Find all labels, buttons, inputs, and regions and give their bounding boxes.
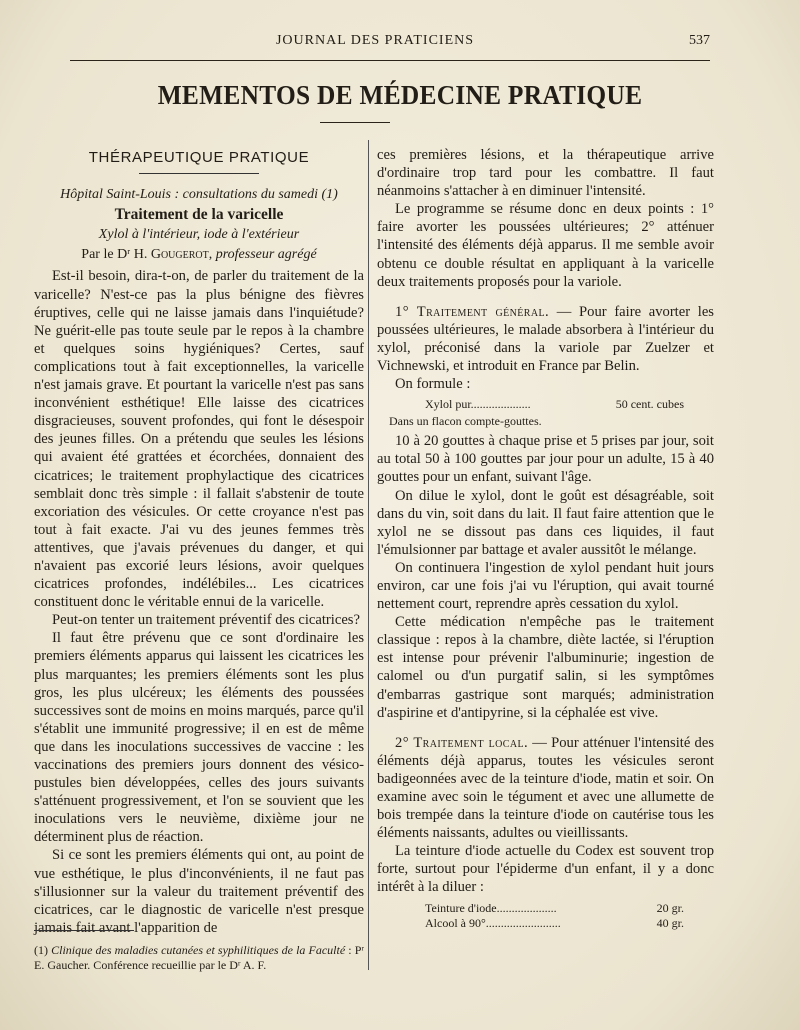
- section-heading: THÉRAPEUTIQUE PRATIQUE: [88, 149, 310, 166]
- prescription: [377, 901, 714, 931]
- author-name: Gougerot,: [150, 247, 213, 263]
- paragraph: Cette médication n'empêche pas le traitement classique : repos à la chambre, diète lactée, si l'éruption est intense pour prévenir l'albuminurie; ingestion de calomel ou d'un purgatif salin, si les symptômes d'embarras gastrique sont marqués; administration d'aspirine et d'antipyrine, si la céphalée est vive.: [377, 614, 714, 721]
- prescription-quantity: 40 gr.: [656, 915, 684, 930]
- prescription-quantity: 50 cent. cubes: [615, 397, 684, 412]
- prescription-line: [377, 397, 714, 412]
- prescription-item: Teinture d'iode....................: [425, 900, 557, 915]
- paragraph: Il faut être prévenu que ce sont d'ordinaire les premiers éléments apparus qui laissent les cicatrices les plus marquantes; les premiers éléments sont les plus gros, les plus ulcéreux; les éléments des poussées successives sont de moins en moins marqués, parce qu'il s'établit une immunité progressive; il en est de même que dans les inoculations successives de vaccine : les vaccinations des premiers jours donnent des vésico-pustules bien développées, celles des jours suivants s'atténuent progressivement, et l'on se souvient que les inoculations vers le neuvième, dixième jour ne déterminent plus de réaction.: [34, 630, 364, 846]
- left-column: [34, 145, 364, 937]
- paragraph: Peut-on tenter un traitement préventif des cicatrices?: [52, 612, 360, 629]
- column-divider: [368, 140, 369, 970]
- prescription-item: Alcool à 90°.........................: [425, 915, 561, 930]
- journal-name: JOURNAL DES PRATICIENS: [275, 33, 475, 48]
- paragraph-text: — Pour faire avorter les poussées ultérieures, le malade absorbera à l'intérieur du xylol, préconisé dans la variole par Zuelzer et Vichnewski, et introduit en France par Belin.: [377, 303, 714, 375]
- paragraph: Le programme se résume donc en deux points : 1° faire avorter les poussées ultérieures; 2° atténuer l'intensité des éléments déjà apparus. Il me semble avoir obtenu ce double résultat en appliquant à la varicelle deux traitements proposés pour la variole.: [377, 201, 714, 290]
- article-subtitle: Xylol à l'intérieur, iode à l'extérieur: [98, 227, 300, 243]
- running-header: [40, 33, 710, 55]
- paragraph: La teinture d'iode actuelle du Codex est souvent trop forte, surtout pour l'épiderme d'un enfant, il y a donc intérêt à la diluer :: [377, 843, 714, 896]
- paragraph-text: — Pour atténuer l'intensité des éléments déjà apparus, toutes les vésicules seront badigeonnées avec de la teinture d'iode, matin et soir. On examine avec soin le tégument et avec une allumette de bois trempée dans la teinture d'iode on cautérise tous les éléments naissants, adultes ou vieillissants.: [377, 734, 714, 842]
- run-in-heading: 2° Traitement local.: [395, 734, 529, 751]
- header-rule: [70, 60, 710, 61]
- footnote-rule: [34, 930, 134, 931]
- paragraph: 10 à 20 gouttes à chaque prise et 5 prises par jour, soit au total 50 à 100 gouttes par jour pour un adulte, 15 à 40 gouttes pour un enfant, suivant l'âge.: [377, 433, 714, 486]
- page-number: 537: [689, 33, 710, 48]
- paragraph: On formule :: [395, 376, 471, 393]
- prescription: [377, 397, 714, 412]
- section-rule: [139, 173, 259, 174]
- paragraph: Est-il besoin, dira-t-on, de parler du traitement de la varicelle? N'est-ce pas la plus bénigne des fièvres éruptives, celle qui ne laisse jamais dans l'inquiétude? Ne guérit-elle pas toute seule par le repos à la chambre et quelques soins hygiéniques? Certes, sauf complications tout à fait exceptionnelles, la varicelle n'est jamais grave. Et pourtant la varicelle n'est pas sans inconvénient esthétique! Elle laisse des cicatrices disgracieuses, souvent profondes, qui font le désespoir des jeunes filles. On a prétendu que seules les lésions qui avaient été grattées et écorchées, donnaient des cicatrices; le traitement prophylactique des cicatrices semblait donc très simple : il fallait s'abstenir de toute excoriation des vésicules. Or cette croyance n'est pas tout à fait exacte. J'ai vu des jeunes femmes très attentives, que j'avais prévenues du danger, et qui n'avaient pas excorié leurs lésions, avoir quelques cicatrices profondes, indélébiles... Les cicatrices constituent donc le véritable ennui de la varicelle.: [34, 268, 364, 611]
- prescription-line: [377, 901, 714, 916]
- paragraph: Si ce sont les premiers éléments qui ont, au point de vue esthétique, le plus d'inconvénients, il ne faut pas s'illusionner sur la valeur du traitement préventif des cicatrices, car le diagnostic de varicelle n'est presque jamais fait avant l'apparition de: [34, 847, 364, 936]
- paragraph: ces premières lésions, et la thérapeutique arrive d'ordinaire trop tard pour les combattre. Il faut néanmoins s'attacher à en diminuer l'intensité.: [377, 147, 714, 200]
- run-in-heading: 1° Traitement général.: [395, 303, 550, 320]
- paragraph: On continuera l'ingestion de xylol pendant huit jours environ, car une fois j'ai vu l'éruption, qui avait tourné nettement court, reprendre après cessation du xylol.: [377, 559, 714, 613]
- spacer: [377, 291, 714, 303]
- byline: [34, 246, 364, 264]
- prescription-note: Dans un flacon compte-gouttes.: [389, 414, 542, 429]
- page-title: MEMENTOS DE MÉDECINE PRATIQUE: [157, 80, 643, 110]
- paragraph: On dilue le xylol, dont le goût est désagréable, soit dans du vin, soit dans du lait. Il faut faire attention que le xylol ne se dissout pas dans ces liquides, il faut l'émulsionner par battage et avaler aussitôt le mélange.: [377, 487, 714, 558]
- footnote-text: : Pʳ E. Gaucher. Conférence recueillie par le Dʳ A. F.: [34, 943, 365, 972]
- byline-prefix: Par le Dʳ H.: [81, 247, 148, 263]
- spacer: [377, 722, 714, 734]
- title-rule: [320, 122, 390, 123]
- prescription-item: Xylol pur....................: [425, 397, 531, 412]
- prescription-line: [377, 916, 714, 931]
- article-title: Traitement de la varicelle: [114, 206, 284, 224]
- footnote: [34, 943, 364, 973]
- consultation-line: Hôpital Saint-Louis : consultations du samedi (1): [60, 187, 338, 203]
- author-role: professeur agrégé: [215, 247, 317, 263]
- footnote-source: Clinique des maladies cutanées et syphilitiques de la Faculté: [51, 943, 346, 957]
- paragraph: [377, 734, 714, 843]
- footnote-marker: (1): [34, 943, 48, 957]
- paragraph: [377, 303, 714, 375]
- prescription-quantity: 20 gr.: [656, 900, 684, 915]
- right-column: [377, 146, 714, 933]
